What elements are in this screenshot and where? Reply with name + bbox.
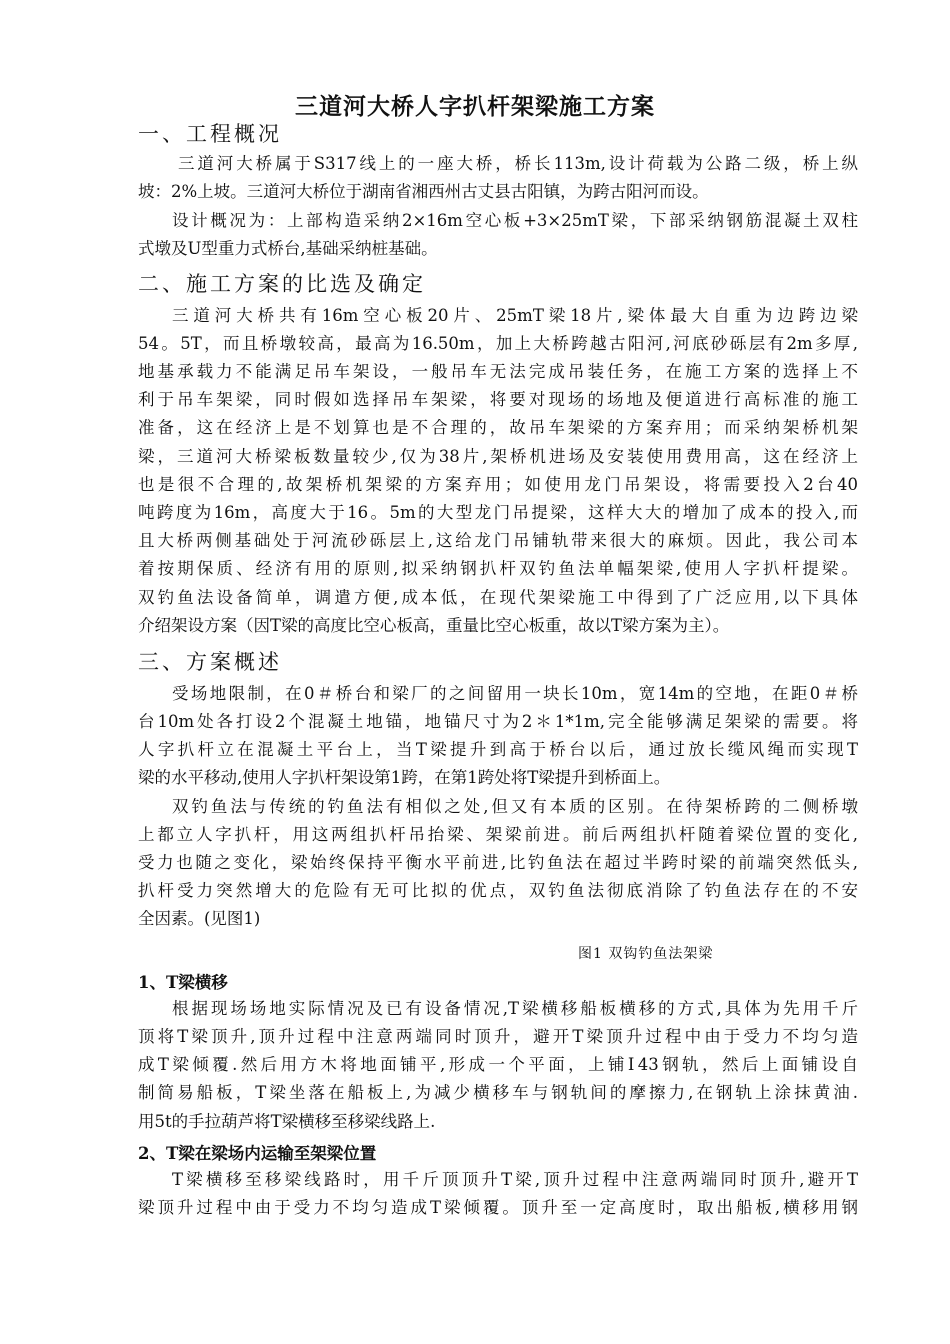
subsection-heading-t-beam-transport: 2、T梁在梁场内运输至架梁位置 [138, 1144, 377, 1163]
text-line: 地基承载力不能满足吊车架设，一般吊车无法完成吊装任务，在施工方案的选择上不 [138, 362, 858, 381]
text-line: T梁横移至移梁线路时，用千斤顶顶升T梁,顶升过程中注意两端同时顶升,避开T [172, 1170, 858, 1189]
text-line: 三道河大桥共有16m空心板20片、25mT梁18片,梁体最大自重为边跨边梁 [172, 306, 858, 325]
document-title: 三道河大桥人字扒杆架梁施工方案 [295, 93, 655, 120]
text-line: 也是很不合理的,故架桥机架梁的方案弃用；如使用龙门吊架设，将需要投入2台40 [138, 475, 858, 494]
text-line: 着按期保质、经济有用的原则,拟采纳钢扒杆双钓鱼法单幅架梁,使用人字扒杆提梁。 [138, 559, 858, 578]
section-heading-scheme-selection: 二、施工方案的比选及确定 [138, 272, 426, 296]
text-line: 介绍架设方案（因T梁的高度比空心板高，重量比空心板重，故以T梁方案为主）。 [138, 616, 730, 635]
text-line: 双钓鱼法与传统的钓鱼法有相似之处,但又有本质的区别。在待架桥跨的二侧桥墩 [172, 797, 858, 816]
text-line: 根据现场场地实际情况及已有设备情况,T梁横移船板横移的方式,具体为先用千斤 [172, 999, 858, 1018]
text-line: 梁的水平移动,使用人字扒杆架设第1跨，在第1跨处将T梁提升到桥面上。 [138, 768, 671, 787]
section-heading-scheme-summary: 三、方案概述 [138, 650, 282, 674]
text-line: 准备，这在经济上是不划算也是不合理的，故吊车架梁的方案弃用；而采纳架桥机架 [138, 418, 858, 437]
text-line: 上都立人字扒杆，用这两组扒杆吊抬梁、架梁前进。前后两组扒杆随着梁位置的变化, [138, 825, 858, 844]
text-line: 成T梁倾覆.然后用方木将地面铺平,形成一个平面，上铺Ⅰ43钢轨，然后上面铺设自 [138, 1055, 858, 1074]
text-line: 利于吊车架梁，同时假如选择吊车架梁，将要对现场的场地及便道进行高标准的施工 [138, 390, 858, 409]
text-line: 全因素。(见图1) [138, 909, 261, 928]
text-line: 坡：2%上坡。三道河大桥位于湖南省湘西州古丈县古阳镇，为跨古阳河而设。 [138, 182, 709, 201]
text-line: 双钓鱼法设备简单，调遣方便,成本低，在现代架梁施工中得到了广泛应用,以下具体 [138, 588, 858, 607]
figure-caption: 图1 双钩钓鱼法架梁 [578, 946, 714, 962]
section-heading-overview: 一、工程概况 [138, 122, 282, 146]
text-line: 式墩及U型重力式桥台,基础采纳桩基础。 [138, 239, 438, 258]
text-line: 顶将T梁顶升,顶升过程中注意两端同时顶升，避开T梁顶升过程中由于受力不均匀造 [138, 1027, 858, 1046]
text-line: 人字扒杆立在混凝土平台上，当T梁提升到高于桥台以后，通过放长缆风绳而实现T [138, 740, 858, 759]
text-line: 用5t的手拉葫芦将T梁横移至移梁线路上. [138, 1112, 436, 1131]
text-line: 制简易船板，T梁坐落在船板上,为减少横移车与钢轨间的摩擦力,在钢轨上涂抹黄油. [138, 1083, 858, 1102]
text-line: 台10m处各打设2个混凝土地锚，地锚尺寸为2＊1*1m,完全能够满足架梁的需要。将 [138, 712, 858, 731]
subsection-heading-t-beam-transverse: 1、T梁横移 [138, 973, 228, 992]
text-line: 54。5T，而且桥墩较高，最高为16.50m，加上大桥跨越古阳河,河底砂砾层有2m多厚, [138, 334, 858, 353]
text-line: 吨跨度为16m，高度大于16。5m的大型龙门吊提梁，这样大大的增加了成本的投入,而 [138, 503, 858, 522]
text-line: 且大桥两侧基础处于河流砂砾层上,这给龙门吊铺轨带来很大的麻烦。因此，我公司本 [138, 531, 858, 550]
text-line: 扒杆受力突然增大的危险有无可比拟的优点，双钓鱼法彻底消除了钓鱼法存在的不安 [138, 881, 858, 900]
text-line: 设计概况为：上部构造采纳2×16m空心板+3×25mT梁，下部采纳钢筋混凝土双柱 [172, 211, 858, 230]
text-line: 梁顶升过程中由于受力不均匀造成T梁倾覆。顶升至一定高度时，取出船板,横移用钢 [138, 1198, 858, 1217]
text-line: 受力也随之变化，梁始终保持平衡水平前进,比钓鱼法在超过半跨时梁的前端突然低头, [138, 853, 858, 872]
text-line: 三道河大桥属于S317线上的一座大桥，桥长113m,设计荷载为公路二级，桥上纵 [178, 154, 858, 173]
text-line: 受场地限制，在0＃桥台和梁厂的之间留用一块长10m，宽14m的空地，在距0＃桥 [172, 684, 858, 703]
text-line: 梁，三道河大桥梁板数量较少,仅为38片,架桥机进场及安装使用费用高，这在经济上 [138, 447, 858, 466]
